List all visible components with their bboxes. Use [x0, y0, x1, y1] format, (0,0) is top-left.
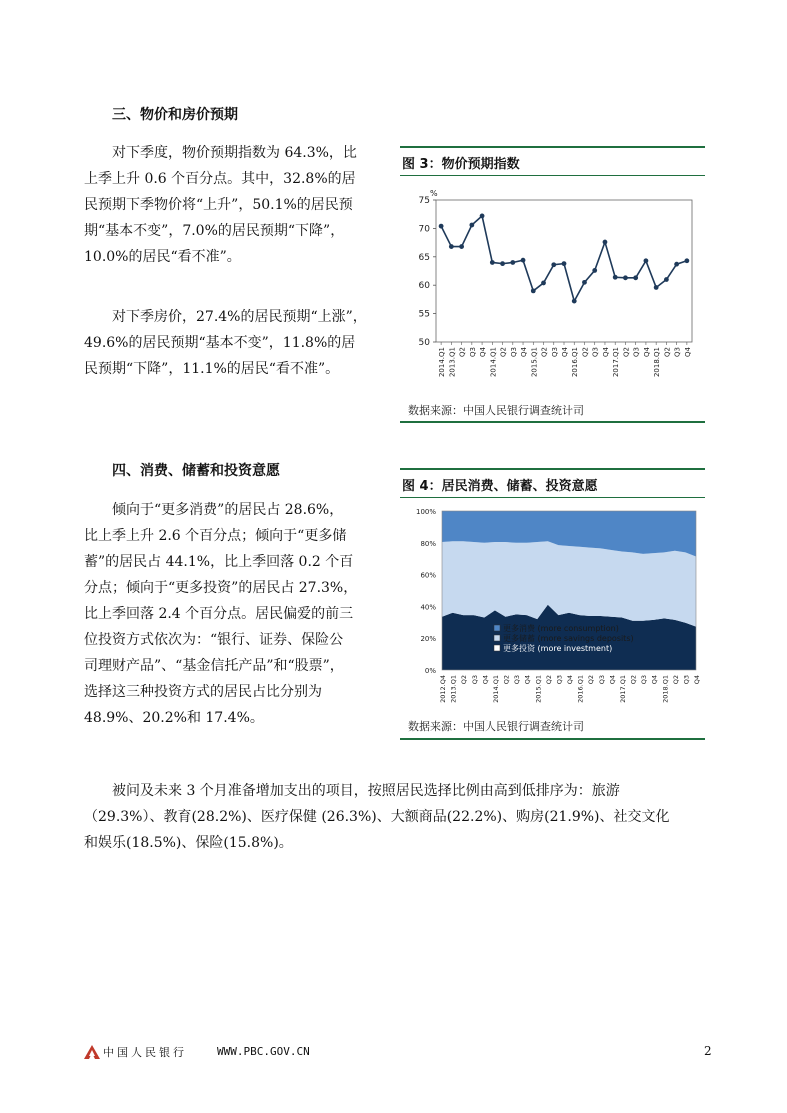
spending-plans-paragraph — [84, 778, 712, 856]
y-tick-label: 60% — [420, 571, 436, 580]
x-tick-label: Q2 — [502, 675, 511, 685]
pbc-logo-icon — [84, 1044, 100, 1063]
x-tick-label: Q2 — [663, 347, 672, 357]
x-tick-label: Q3 — [632, 347, 641, 357]
x-tick-label: Q2 — [622, 347, 631, 357]
data-point — [582, 280, 587, 285]
text-line: 10.0%的居民“看不准”。 — [84, 249, 241, 265]
prices-paragraph-2 — [84, 304, 387, 382]
y-tick-label: 40% — [420, 603, 436, 612]
figure3-source: 数据来源：中国人民银行调查统计司 — [408, 404, 584, 417]
data-point — [500, 261, 505, 266]
x-tick-label: Q2 — [629, 675, 638, 685]
y-tick-label: 100% — [415, 508, 436, 516]
text-line: 比上季上升 2.6 个百分点；倾向于“更多储 — [84, 528, 347, 544]
y-tick-label: 75 — [418, 196, 430, 206]
consumption-savings-investment-chart — [400, 503, 705, 713]
data-point — [531, 288, 536, 293]
text-line: 选择这三种投资方式的居民占比分别为 — [84, 684, 322, 700]
series-line — [441, 216, 687, 301]
text-line: 民预期“下降”，11.1%的居民“看不准”。 — [84, 361, 340, 377]
x-tick-label: 2012.Q4 — [439, 675, 447, 703]
x-tick-label: 2015.Q1 — [534, 675, 543, 703]
x-tick-label: 2014.Q1 — [438, 347, 447, 378]
x-tick-label: 2013.Q1 — [449, 675, 458, 703]
x-tick-label: 2016.Q1 — [571, 347, 580, 378]
section-heading-prices: 三、物价和房价预期 — [112, 107, 238, 123]
data-point — [592, 268, 597, 273]
figure-top-rule — [400, 468, 705, 470]
x-tick-label: Q4 — [561, 347, 569, 357]
data-point — [644, 258, 649, 263]
y-unit-label: % — [430, 189, 438, 198]
x-tick-label: Q2 — [458, 347, 467, 357]
x-tick-label: Q4 — [566, 675, 574, 685]
x-tick-label: Q3 — [470, 675, 479, 685]
x-tick-label: Q2 — [540, 347, 549, 357]
price-expectation-chart — [400, 182, 705, 400]
x-tick-label: 2017.Q1 — [612, 347, 621, 378]
data-point — [469, 223, 474, 228]
x-tick-label: 2018.Q1 — [661, 675, 670, 703]
data-point — [603, 240, 608, 245]
x-tick-label: 2018.Q1 — [653, 347, 662, 378]
text-line: 49.6%的居民预期“基本不变”，11.8%的居 — [84, 335, 356, 351]
y-tick-label: 60 — [418, 281, 430, 292]
data-point — [664, 277, 669, 282]
x-tick-label: Q4 — [523, 675, 532, 685]
data-point — [521, 258, 526, 263]
figure-title-rule — [400, 497, 705, 498]
figure-bottom-rule — [400, 738, 705, 740]
x-tick-label: Q4 — [481, 675, 490, 685]
y-tick-label: 65 — [418, 252, 430, 263]
text-line: 分点；倾向于“更多投资”的居民占 27.3%， — [84, 580, 358, 596]
figure-title-rule — [400, 175, 705, 176]
data-point — [439, 224, 444, 229]
x-tick-label: Q2 — [671, 675, 680, 685]
x-tick-label: Q4 — [683, 347, 692, 357]
x-tick-label: Q2 — [581, 347, 590, 357]
data-point — [572, 299, 577, 304]
prices-paragraph-1 — [84, 140, 387, 270]
x-tick-label: Q2 — [587, 675, 596, 685]
x-tick-label: Q2 — [499, 347, 508, 357]
text-line: 和娱乐(18.5%)、保险(15.8%)。 — [84, 835, 293, 851]
y-tick-label: 0% — [424, 667, 436, 675]
data-point — [654, 285, 659, 290]
data-point — [541, 281, 546, 286]
x-tick-label: Q3 — [591, 347, 600, 357]
x-tick-label: Q4 — [650, 675, 659, 685]
x-tick-label: 2016.Q1 — [576, 675, 585, 703]
x-tick-label: Q3 — [673, 347, 682, 357]
website-url[interactable]: WWW.PBC.GOV.CN — [217, 1045, 310, 1058]
bank-name: 中国人民银行 — [103, 1046, 187, 1059]
legend-label: 更多消费 (more consumption) — [503, 624, 619, 633]
text-line: 司理财产品”、“基金信托产品”和“股票”， — [84, 658, 344, 674]
text-line: 对下季度，物价预期指数为 64.3%，比 — [112, 145, 357, 161]
x-tick-label: Q3 — [509, 347, 518, 357]
x-tick-label: Q2 — [544, 675, 553, 685]
x-tick-label: 2017.Q1 — [618, 675, 627, 703]
text-line: 民预期下季物价将“上升”，50.1%的居民预 — [84, 197, 353, 213]
x-tick-label: Q2 — [460, 675, 469, 685]
data-point — [674, 262, 679, 267]
data-point — [480, 214, 485, 219]
y-tick-label: 80% — [420, 539, 436, 548]
data-point — [633, 275, 638, 280]
text-line: 上季上升 0.6 个百分点。其中，32.8%的居 — [84, 171, 356, 187]
y-tick-label: 50 — [418, 338, 430, 348]
x-tick-label: Q3 — [555, 675, 564, 685]
legend-swatch — [494, 635, 500, 641]
x-tick-label: 2014.Q1 — [491, 675, 500, 703]
data-point — [562, 261, 567, 266]
text-line: 48.9%、20.2%和 17.4%。 — [84, 710, 264, 726]
x-tick-label: 2014.Q1 — [489, 347, 498, 378]
data-point — [623, 275, 628, 280]
x-tick-label: Q4 — [642, 347, 651, 357]
figure3-title: 图 3：物价预期指数 — [402, 157, 520, 172]
x-tick-label: Q3 — [468, 347, 477, 357]
text-line: 期“基本不变”，7.0%的居民预期“下降”， — [84, 223, 345, 239]
data-point — [459, 244, 464, 249]
y-tick-label: 20% — [420, 635, 436, 644]
text-line: （29.3%）、教育(28.2%)、医疗保健 (26.3%)、大额商品(22.2%)、购房(21.9%)、社交文化 — [84, 809, 670, 825]
plot-frame — [436, 200, 692, 342]
data-point — [684, 258, 689, 263]
x-tick-label: 2015.Q1 — [530, 347, 539, 378]
legend-label: 更多投资 (more investment) — [503, 644, 613, 653]
data-point — [490, 260, 495, 265]
figure4-title: 图 4：居民消费、储蓄、投资意愿 — [402, 479, 598, 494]
section-heading-consumption: 四、消费、储蓄和投资意愿 — [112, 463, 280, 479]
figure-bottom-rule — [400, 421, 705, 423]
figure-top-rule — [400, 146, 705, 148]
y-tick-label: 70 — [418, 224, 430, 235]
data-point — [449, 244, 454, 249]
text-line: 位投资方式依次为：“银行、证券、保险公 — [84, 632, 344, 648]
x-tick-label: Q4 — [693, 675, 701, 685]
legend-label: 更多储蓄 (more savings deposits) — [503, 634, 634, 643]
text-line: 倾向于“更多消费”的居民占 28.6%， — [112, 502, 344, 518]
consumption-paragraph — [84, 497, 387, 731]
x-tick-label: Q4 — [601, 347, 610, 357]
legend-swatch — [494, 645, 500, 651]
text-line: 蓄”的居民占 44.1%，比上季回落 0.2 个百 — [84, 554, 354, 570]
y-tick-label: 55 — [418, 309, 430, 320]
x-tick-label: Q3 — [550, 347, 559, 357]
x-tick-label: Q3 — [513, 675, 522, 685]
x-tick-label: Q4 — [608, 675, 617, 685]
data-point — [613, 275, 618, 280]
page-number: 2 — [704, 1044, 712, 1058]
text-line: 比上季回落 2.4 个百分点。居民偏爱的前三 — [84, 606, 354, 622]
legend-swatch — [494, 625, 500, 631]
data-point — [551, 262, 556, 267]
x-tick-label: Q3 — [682, 675, 691, 685]
data-point — [510, 260, 515, 265]
x-tick-label: 2013.Q1 — [448, 347, 457, 378]
text-line: 被问及未来 3 个月准备增加支出的项目，按照居民选择比例由高到低排序为：旅游 — [112, 783, 620, 799]
x-tick-label: Q3 — [597, 675, 606, 685]
text-line: 对下季房价，27.4%的居民预期“上涨”， — [112, 309, 367, 325]
x-tick-label: Q4 — [520, 347, 529, 357]
x-tick-label: Q3 — [640, 675, 649, 685]
x-tick-label: Q4 — [479, 347, 488, 357]
figure4-source: 数据来源：中国人民银行调查统计司 — [408, 720, 584, 733]
